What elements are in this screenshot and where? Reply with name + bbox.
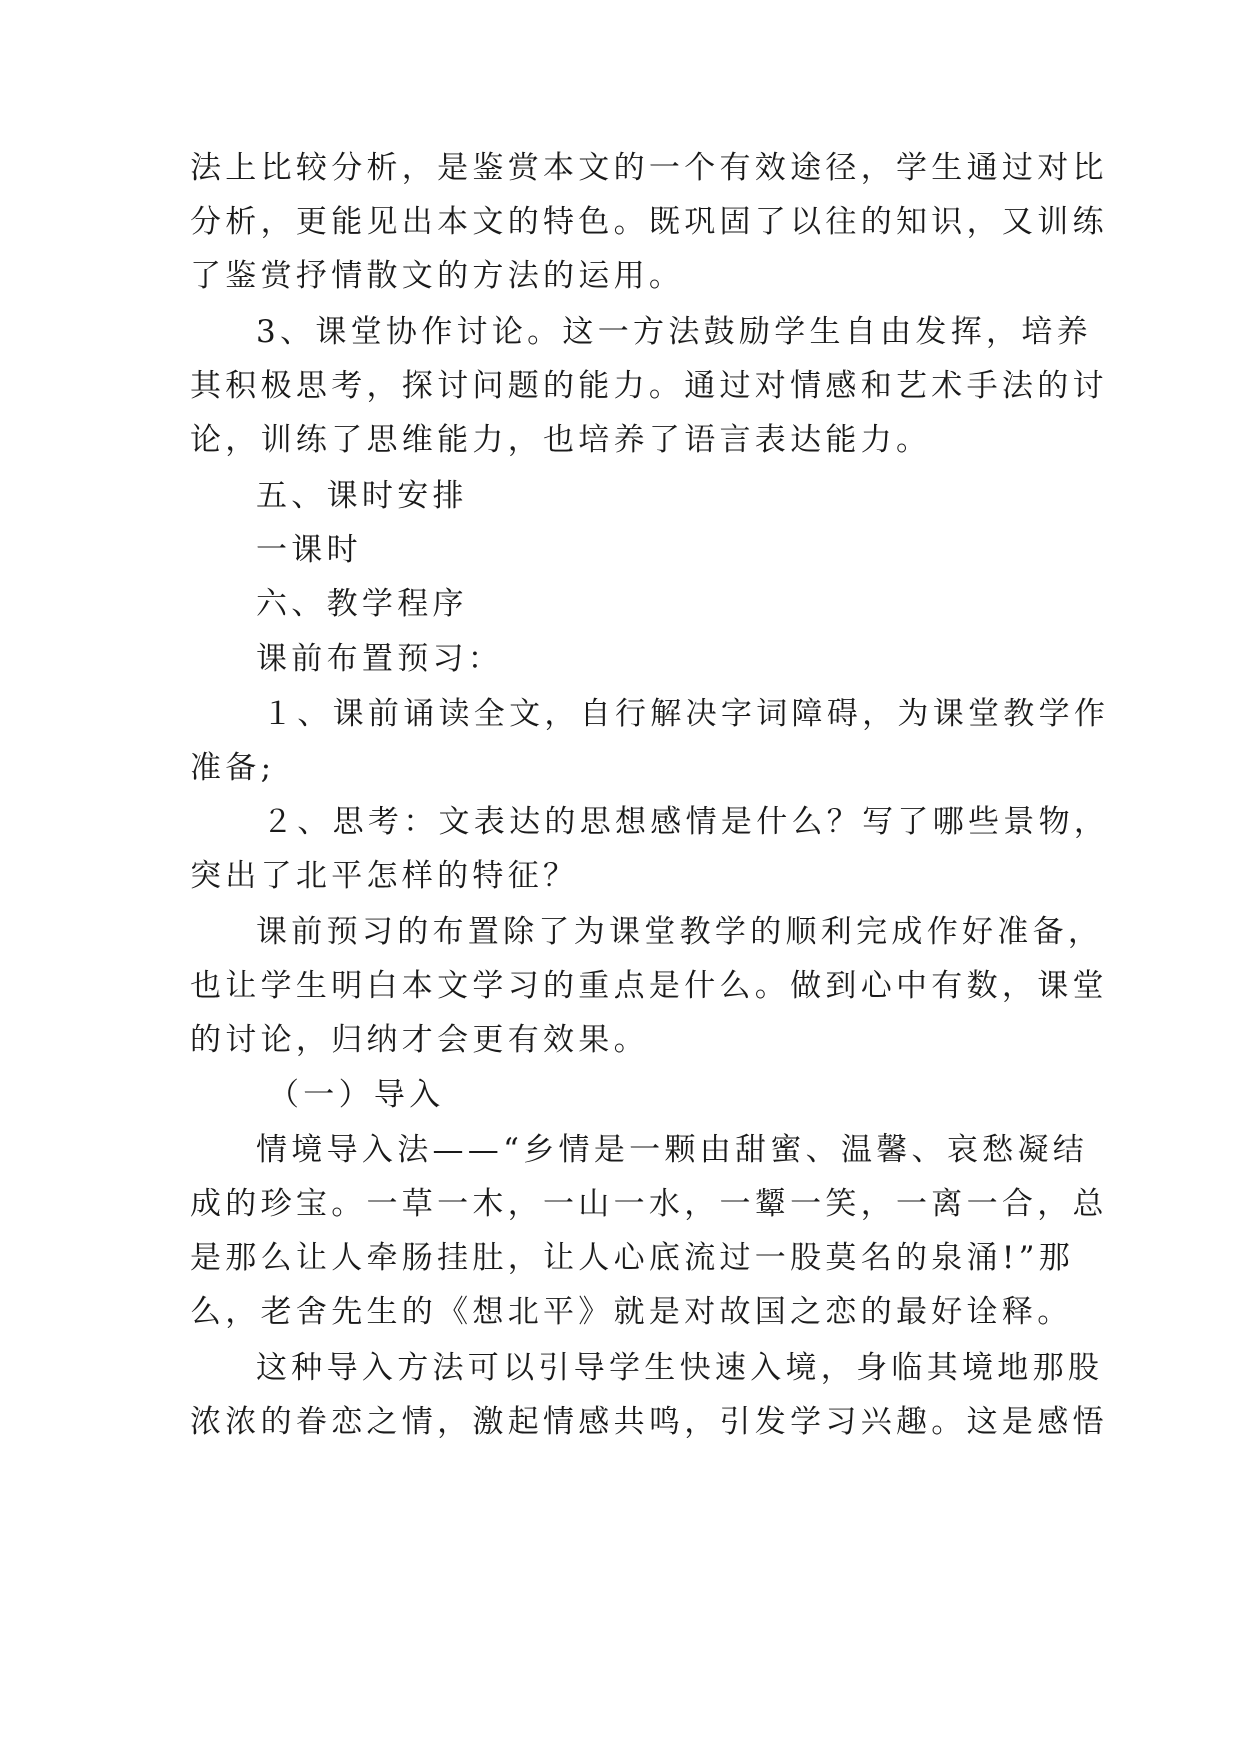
text-line: 也让学生明白本文学习的重点是什么。做到心中有数，课堂: [190, 968, 1108, 1004]
section-heading: （一）导入: [268, 1077, 445, 1113]
text-line: 浓浓的眷恋之情，激起情感共鸣，引发学习兴趣。这是感悟: [190, 1404, 1108, 1440]
text-line: 是那么让人牵肠挂肚，让人心底流过一股莫名的泉涌!”那: [190, 1240, 1075, 1276]
text-line: 课前预习的布置除了为课堂教学的顺利完成作好准备，: [256, 914, 1104, 950]
text-line: 3、课堂协作讨论。这一方法鼓励学生自由发挥，培养: [256, 314, 1092, 350]
section-heading: 五、课时安排: [256, 478, 468, 514]
section-heading: 六、教学程序: [256, 586, 468, 622]
text-line: 突出了北平怎样的特征？: [190, 858, 579, 894]
text-line: 准备;: [190, 750, 276, 786]
text-line: 情境导入法——“乡情是一颗由甜蜜、温馨、哀愁凝结: [256, 1132, 1089, 1168]
text-line: 成的珍宝。一草一木，一山一水，一颦一笑，一离一合，总: [190, 1186, 1108, 1222]
text-line: 分析，更能见出本文的特色。既巩固了以往的知识，又训练: [190, 204, 1108, 240]
text-line: 课前布置预习：: [256, 641, 504, 677]
text-line: 一课时: [256, 532, 362, 568]
text-line: ２、思考：文表达的思想感情是什么？写了哪些景物，: [262, 804, 1110, 840]
text-line: 法上比较分析，是鉴赏本文的一个有效途径，学生通过对比: [190, 150, 1108, 186]
text-line: 的讨论，归纳才会更有效果。: [190, 1022, 649, 1058]
text-line: 其积极思考，探讨问题的能力。通过对情感和艺术手法的讨: [190, 368, 1108, 404]
text-line: 论，训练了思维能力，也培养了语言表达能力。: [190, 422, 932, 458]
text-line: 么，老舍先生的《想北平》就是对故国之恋的最好诠释。: [190, 1294, 1073, 1330]
text-line: 这种导入方法可以引导学生快速入境，身临其境地那股: [256, 1350, 1104, 1386]
text-line: 了鉴赏抒情散文的方法的运用。: [190, 258, 685, 294]
text-line: １、课前诵读全文，自行解决字词障碍，为课堂教学作: [262, 696, 1110, 732]
